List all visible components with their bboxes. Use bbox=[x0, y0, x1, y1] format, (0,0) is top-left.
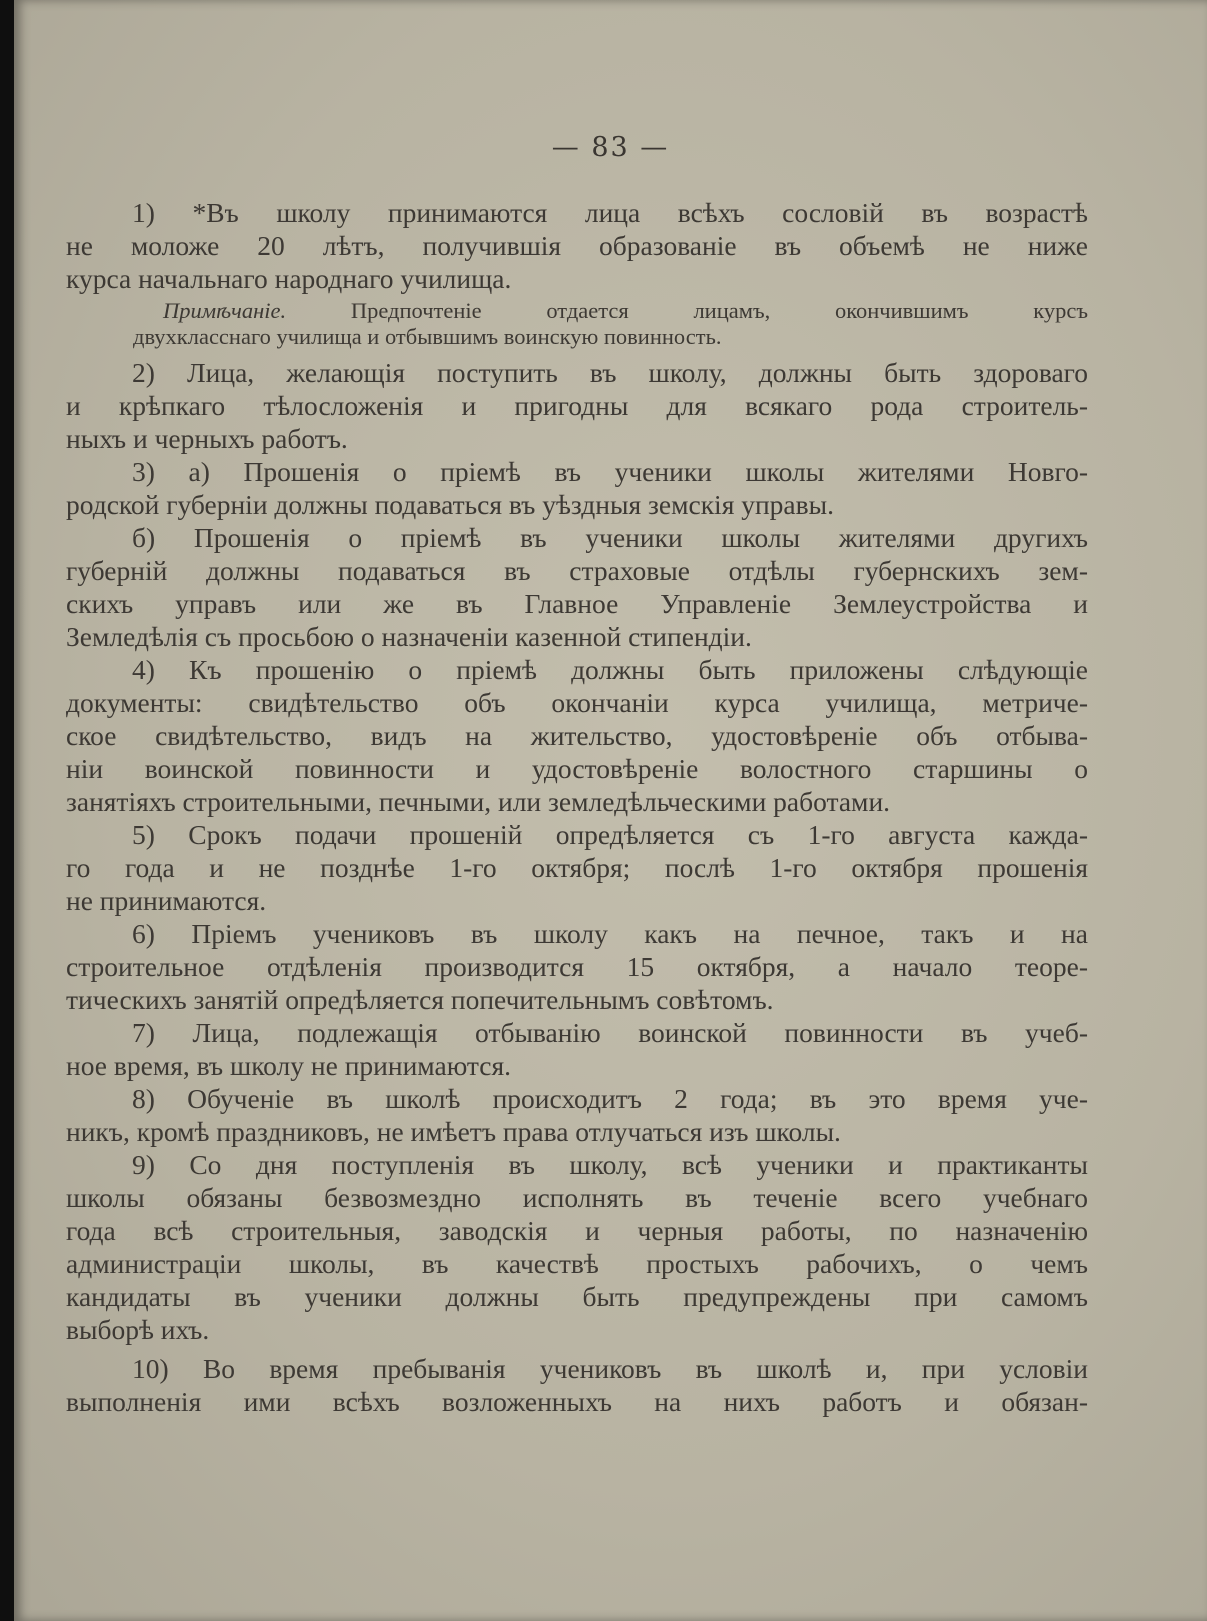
text-line: не моложе 20 лѣтъ, получившія образованіе въ объемѣ не ниже bbox=[66, 230, 1088, 261]
text-line: 4) Къ прошенію о пріемѣ должны быть приложены слѣдующіе bbox=[132, 654, 1088, 685]
note-text: Предпочтеніе отдается лицамъ, окончившимъ курсъ bbox=[350, 298, 1088, 323]
text-line: б) Прошенія о пріемѣ въ ученики школы жителями другихъ bbox=[132, 522, 1088, 553]
note-paragraph bbox=[66, 298, 1088, 350]
text-line: курса начальнаго народнаго училища. bbox=[66, 263, 512, 294]
paragraph-7 bbox=[66, 1016, 1088, 1082]
book-page bbox=[14, 0, 1207, 1621]
text-line: кандидаты въ ученики должны быть предупреждены при самомъ bbox=[66, 1281, 1088, 1312]
text-line: 6) Пріемъ учениковъ въ школу какъ на печное, такъ и на bbox=[132, 918, 1088, 949]
paragraph-5 bbox=[66, 818, 1088, 917]
text-line: 5) Срокъ подачи прошеній опредѣляется съ 1-го августа кажда- bbox=[132, 819, 1088, 850]
text-line: ніи воинской повинности и удостовѣреніе волостного старшины о bbox=[66, 753, 1088, 784]
text-line: выборѣ ихъ. bbox=[66, 1314, 210, 1345]
text-line: и крѣпкаго тѣлосложенія и пригодны для всякаго рода строитель- bbox=[66, 390, 1088, 421]
text-line: ныхъ и черныхъ работъ. bbox=[66, 423, 348, 454]
paragraph-3b bbox=[66, 521, 1088, 653]
page-body-text bbox=[66, 196, 1088, 1418]
text-line: документы: свидѣтельство объ окончаніи курса училища, метриче- bbox=[66, 687, 1088, 718]
text-line: 9) Со дня поступленія въ школу, всѣ ученики и практиканты bbox=[132, 1149, 1088, 1180]
text-line: Земледѣлія съ просьбою о назначеніи казенной стипендіи. bbox=[66, 621, 752, 652]
text-line: занятіяхъ строительными, печными, или земледѣльческими работами. bbox=[66, 786, 891, 817]
text-line: ное время, въ школу не принимаются. bbox=[66, 1050, 511, 1081]
text-line: 1) *Въ школу принимаются лица всѣхъ сословій въ возрастѣ bbox=[132, 197, 1088, 228]
text-line: никъ, кромѣ праздниковъ, не имѣетъ права отлучаться изъ школы. bbox=[66, 1116, 841, 1147]
text-line: тическихъ занятій опредѣляется попечительнымъ совѣтомъ. bbox=[66, 984, 774, 1015]
text-line: 2) Лица, желающія поступить въ школу, должны быть здороваго bbox=[132, 357, 1088, 388]
text-line: родской губерніи должны подаваться въ уѣздныя земскія управы. bbox=[66, 489, 834, 520]
text-line: 8) Обученіе въ школѣ происходитъ 2 года; въ это время уче- bbox=[132, 1083, 1088, 1114]
text-line: скихъ управъ или же въ Главное Управленіе Землеустройства и bbox=[66, 588, 1088, 619]
text-line: администраціи школы, въ качествѣ простыхъ рабочихъ, о чемъ bbox=[66, 1248, 1088, 1279]
paragraph-2 bbox=[66, 356, 1088, 455]
paragraph-8 bbox=[66, 1082, 1088, 1148]
text-line: выполненія ими всѣхъ возложенныхъ на нихъ работъ и обязан- bbox=[66, 1386, 1088, 1417]
text-line: 10) Во время пребыванія учениковъ въ школѣ и, при условіи bbox=[132, 1353, 1088, 1384]
paragraph-10 bbox=[66, 1352, 1088, 1418]
text-line: не принимаются. bbox=[66, 885, 267, 916]
text-line: 3) а) Прошенія о пріемѣ въ ученики школы жителями Новго- bbox=[132, 456, 1088, 487]
page-number: — 83 — bbox=[551, 132, 670, 163]
text-line: губерній должны подаваться въ страховые отдѣлы губернскихъ зем- bbox=[66, 555, 1088, 586]
note-label: Примѣчаніе. bbox=[163, 298, 287, 323]
text-line: школы обязаны безвозмездно исполнять въ теченіе всего учебнаго bbox=[66, 1182, 1088, 1213]
text-line: 7) Лица, подлежащія отбыванію воинской повинности въ учеб- bbox=[132, 1017, 1088, 1048]
paragraph-6 bbox=[66, 917, 1088, 1016]
paragraph-9 bbox=[66, 1148, 1088, 1346]
paragraph-1 bbox=[66, 196, 1088, 295]
book-spine-shadow bbox=[0, 0, 14, 1621]
note-line: двухкласснаго училища и отбывшимъ воинскую повинность. bbox=[133, 324, 722, 349]
note-line bbox=[66, 298, 1088, 324]
text-line: ское свидѣтельство, видъ на жительство, удостовѣреніе объ отбыва- bbox=[66, 720, 1088, 751]
text-line: года всѣ строительныя, заводскія и черныя работы, по назначенію bbox=[66, 1215, 1088, 1246]
paragraph-3a bbox=[66, 455, 1088, 521]
text-line: го года и не позднѣе 1-го октября; послѣ 1-го октября прошенія bbox=[66, 852, 1088, 883]
text-line: строительное отдѣленія производится 15 октября, а начало теоре- bbox=[66, 951, 1088, 982]
paragraph-4 bbox=[66, 653, 1088, 818]
